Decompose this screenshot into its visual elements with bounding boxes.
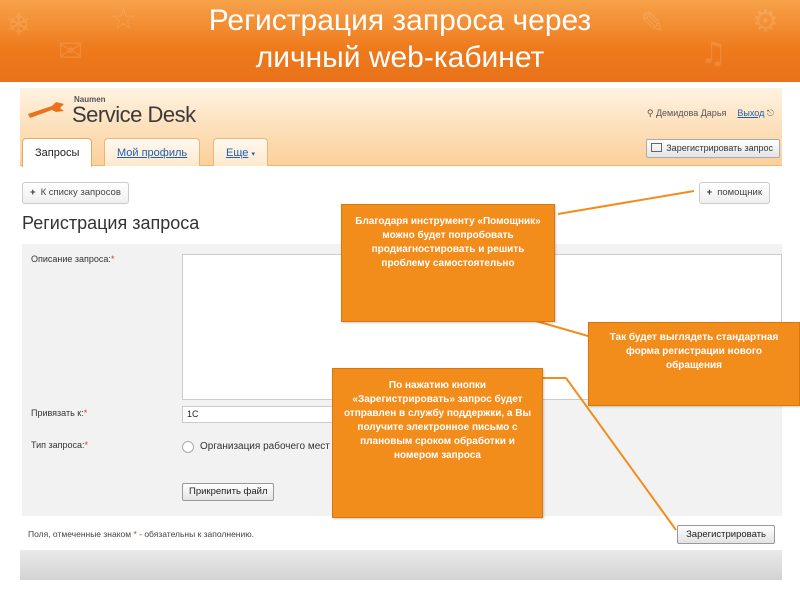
type-value[interactable]: Организация рабочего мест bbox=[200, 441, 330, 452]
logo-product-name: Service Desk bbox=[72, 102, 196, 127]
app-top-bar bbox=[20, 88, 782, 166]
logo-vendor: Naumen bbox=[74, 95, 106, 104]
page-heading: Регистрация запроса bbox=[22, 213, 200, 233]
decor-icon: ☆ bbox=[110, 2, 137, 37]
top-register-request-button[interactable] bbox=[646, 139, 780, 158]
app-bottom-bar bbox=[20, 550, 782, 580]
decor-icon: ⚙ bbox=[752, 4, 779, 39]
callout-helper: Благодаря инструменту «Помощник» можно будет попробовать продиагностировать и решить проблему самостоятельно bbox=[341, 204, 555, 322]
chevron-down-icon: ▾ bbox=[251, 151, 255, 158]
type-label: Тип запроса:* bbox=[31, 440, 89, 450]
link-field[interactable]: 1С bbox=[182, 406, 362, 423]
user-area bbox=[647, 108, 774, 119]
tab-my-profile[interactable] bbox=[104, 138, 200, 166]
helper-button[interactable] bbox=[699, 182, 770, 204]
top-register-request-label: Зарегистрировать запрос bbox=[666, 143, 773, 153]
attach-file-button[interactable]: Прикрепить файл bbox=[182, 483, 274, 501]
logout-icon: ⎋ bbox=[766, 108, 774, 118]
helper-label: помощник bbox=[717, 187, 762, 198]
decor-icon: ❄ bbox=[6, 8, 32, 43]
type-radio[interactable] bbox=[182, 441, 194, 453]
back-to-list-button[interactable] bbox=[22, 182, 129, 204]
plus-icon: + bbox=[30, 187, 36, 198]
back-to-list-label: К списку запросов bbox=[40, 187, 121, 198]
callout-form: Так будет выглядеть стандартная форма регистрации нового обращения bbox=[588, 322, 800, 406]
decor-icon: ♫ bbox=[700, 36, 727, 71]
required-footnote: Поля, отмеченные знаком * - обязательны к заполнению. bbox=[28, 529, 254, 539]
wrench-logo-icon bbox=[26, 100, 68, 122]
tab-more-label: Еще bbox=[226, 147, 249, 159]
plus-icon: + bbox=[706, 187, 713, 198]
tab-requests[interactable] bbox=[22, 138, 92, 167]
decor-icon: ✉ bbox=[58, 34, 84, 69]
logout-link[interactable]: Выход bbox=[737, 108, 765, 118]
tab-more[interactable] bbox=[213, 138, 268, 166]
description-label: Описание запроса:* bbox=[31, 254, 115, 264]
tab-my-profile-label: Мой профиль bbox=[117, 147, 188, 159]
callout-register: По нажатию кнопки «Зарегистрировать» запрос будет отправлен в службу поддержки, а Вы получите электронное письмо с плановым сроком обработки и номером запроса bbox=[332, 368, 543, 518]
register-button[interactable]: Зарегистрировать bbox=[677, 525, 775, 544]
decor-icon: ✎ bbox=[640, 6, 666, 41]
link-label: Привязать к:* bbox=[31, 408, 88, 418]
user-icon: ⚲ bbox=[646, 108, 654, 118]
slide-title-line-2: личный web-кабинет bbox=[255, 41, 545, 74]
form-icon bbox=[651, 143, 662, 152]
slide-title bbox=[0, 2, 800, 76]
user-name[interactable]: Демидова Дарья bbox=[655, 108, 727, 118]
tab-requests-label: Запросы bbox=[35, 147, 80, 159]
slide-title-line-1: Регистрация запроса через bbox=[208, 4, 592, 37]
slide-header bbox=[0, 0, 800, 82]
